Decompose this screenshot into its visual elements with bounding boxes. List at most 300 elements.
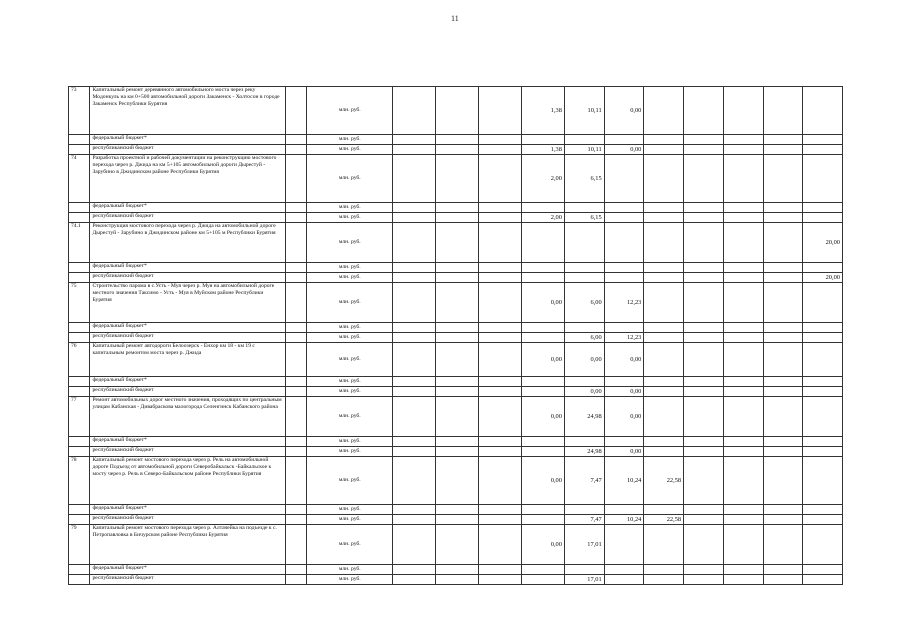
unit-cell: млн. руб. — [307, 457, 393, 505]
value-cell: 24,98 — [564, 447, 604, 457]
value-cell — [479, 155, 522, 203]
value-cell — [763, 505, 803, 515]
table-row — [69, 87, 843, 135]
value-cell — [436, 565, 479, 575]
value-cell — [684, 87, 724, 135]
value-cell: 20,00 — [803, 273, 843, 283]
value-cell — [803, 437, 843, 447]
value-cell — [393, 323, 436, 333]
value-cell — [763, 263, 803, 273]
value-cell — [479, 575, 522, 585]
value-cell: 22,58 — [644, 515, 684, 525]
value-cell — [723, 565, 763, 575]
blank-cell — [285, 397, 306, 437]
value-cell — [479, 505, 522, 515]
value-cell — [644, 203, 684, 213]
value-cell: 0,00 — [522, 457, 565, 505]
row-number — [69, 505, 90, 515]
value-cell — [393, 145, 436, 155]
value-cell — [803, 155, 843, 203]
table-body — [69, 87, 843, 585]
value-cell: 0,00 — [604, 387, 644, 397]
value-cell — [763, 457, 803, 505]
value-cell — [644, 343, 684, 377]
value-cell — [723, 387, 763, 397]
value-cell — [723, 273, 763, 283]
unit-cell: млн. руб. — [307, 333, 393, 343]
row-name: республиканский бюджет — [90, 575, 285, 585]
row-name: Капитальный ремонт мостового перехода через р. Рель на автомобильной дороге Подъезд от автомобильной дороги Северобайкальск -Байкальское к мосту через р. Рель в Северо-Байкальском районе Республики Бурятия — [90, 457, 285, 505]
value-cell — [436, 155, 479, 203]
value-cell: 0,00 — [522, 283, 565, 323]
value-cell — [803, 387, 843, 397]
value-cell — [479, 213, 522, 223]
value-cell — [684, 515, 724, 525]
table-row — [69, 343, 843, 377]
value-cell: 6,15 — [564, 155, 604, 203]
value-cell — [564, 505, 604, 515]
value-cell: 0,00 — [522, 397, 565, 437]
blank-cell — [285, 377, 306, 387]
value-cell — [723, 447, 763, 457]
unit-cell: млн. руб. — [307, 135, 393, 145]
value-cell — [522, 377, 565, 387]
value-cell — [644, 283, 684, 323]
value-cell — [436, 343, 479, 377]
row-name: республиканский бюджет — [90, 515, 285, 525]
blank-cell — [285, 323, 306, 333]
row-name: федеральный бюджет* — [90, 565, 285, 575]
value-cell — [763, 87, 803, 135]
value-cell — [393, 223, 436, 263]
table-row — [69, 515, 843, 525]
table-row — [69, 397, 843, 437]
value-cell — [479, 565, 522, 575]
value-cell: 0,00 — [604, 447, 644, 457]
blank-cell — [285, 333, 306, 343]
value-cell — [604, 323, 644, 333]
value-cell — [723, 213, 763, 223]
value-cell — [644, 155, 684, 203]
value-cell — [604, 135, 644, 145]
value-cell — [604, 273, 644, 283]
value-cell — [763, 145, 803, 155]
value-cell — [522, 135, 565, 145]
row-number: 77 — [69, 397, 90, 437]
blank-cell — [285, 387, 306, 397]
value-cell — [522, 515, 565, 525]
value-cell — [393, 213, 436, 223]
value-cell — [684, 263, 724, 273]
row-number — [69, 447, 90, 457]
value-cell — [684, 333, 724, 343]
blank-cell — [285, 145, 306, 155]
value-cell — [564, 437, 604, 447]
value-cell — [436, 323, 479, 333]
value-cell — [644, 575, 684, 585]
value-cell — [479, 525, 522, 565]
value-cell — [763, 515, 803, 525]
table-row — [69, 525, 843, 565]
row-name: Реконструкция мостового перехода через р. Джида на автомобильной дороге Дырестуй - Зарубино в Джидинском районе км 5+105 м Республики Бурятия — [90, 223, 285, 263]
value-cell — [723, 283, 763, 323]
value-cell — [393, 377, 436, 387]
value-cell — [564, 203, 604, 213]
value-cell — [644, 223, 684, 263]
row-name: республиканский бюджет — [90, 145, 285, 155]
row-name: республиканский бюджет — [90, 447, 285, 457]
unit-cell: млн. руб. — [307, 145, 393, 155]
value-cell: 22,58 — [644, 457, 684, 505]
value-cell — [803, 457, 843, 505]
row-number — [69, 575, 90, 585]
value-cell — [723, 437, 763, 447]
row-name: республиканский бюджет — [90, 333, 285, 343]
value-cell — [393, 283, 436, 323]
value-cell — [723, 87, 763, 135]
value-cell — [436, 263, 479, 273]
value-cell — [604, 565, 644, 575]
value-cell — [723, 155, 763, 203]
value-cell — [803, 397, 843, 437]
value-cell — [644, 505, 684, 515]
row-name: республиканский бюджет — [90, 273, 285, 283]
value-cell: 12,23 — [604, 283, 644, 323]
value-cell — [723, 135, 763, 145]
unit-cell: млн. руб. — [307, 447, 393, 457]
value-cell — [723, 397, 763, 437]
value-cell — [436, 447, 479, 457]
value-cell: 20,00 — [803, 223, 843, 263]
blank-cell — [285, 447, 306, 457]
page-number: 11 — [451, 14, 459, 23]
row-name: республиканский бюджет — [90, 213, 285, 223]
unit-cell: млн. руб. — [307, 565, 393, 575]
value-cell — [723, 515, 763, 525]
value-cell — [436, 283, 479, 323]
value-cell — [684, 447, 724, 457]
value-cell: 10,11 — [564, 87, 604, 135]
value-cell — [644, 323, 684, 333]
value-cell — [723, 343, 763, 377]
value-cell — [684, 213, 724, 223]
value-cell — [763, 333, 803, 343]
value-cell — [479, 87, 522, 135]
value-cell — [479, 377, 522, 387]
value-cell — [393, 457, 436, 505]
value-cell — [604, 437, 644, 447]
value-cell: 12,23 — [604, 333, 644, 343]
value-cell — [393, 397, 436, 437]
value-cell — [644, 437, 684, 447]
row-number: 79 — [69, 525, 90, 565]
blank-cell — [285, 213, 306, 223]
value-cell — [723, 203, 763, 213]
row-number — [69, 565, 90, 575]
value-cell — [604, 505, 644, 515]
blank-cell — [285, 263, 306, 273]
value-cell — [644, 525, 684, 565]
row-name: федеральный бюджет* — [90, 135, 285, 145]
value-cell — [436, 223, 479, 263]
value-cell — [723, 145, 763, 155]
value-cell — [684, 525, 724, 565]
value-cell — [522, 223, 565, 263]
value-cell — [564, 135, 604, 145]
row-name: Капитальный ремонт деревянного автомобильного моста через реку Модонкуль на км 0+500 автомобильной дороги Закаменск - Холтосон в городе Закаменск Республики Бурятия — [90, 87, 285, 135]
value-cell — [684, 223, 724, 263]
value-cell — [479, 145, 522, 155]
value-cell: 7,47 — [564, 515, 604, 525]
value-cell — [479, 323, 522, 333]
value-cell — [436, 135, 479, 145]
value-cell — [564, 263, 604, 273]
blank-cell — [285, 565, 306, 575]
value-cell — [803, 525, 843, 565]
blank-cell — [285, 273, 306, 283]
value-cell — [436, 575, 479, 585]
value-cell — [604, 525, 644, 565]
value-cell — [393, 203, 436, 213]
value-cell — [644, 565, 684, 575]
value-cell — [522, 505, 565, 515]
value-cell — [684, 377, 724, 387]
value-cell — [803, 87, 843, 135]
blank-cell — [285, 283, 306, 323]
value-cell — [763, 213, 803, 223]
value-cell — [522, 447, 565, 457]
budget-table — [68, 86, 843, 585]
value-cell — [644, 377, 684, 387]
value-cell — [723, 575, 763, 585]
value-cell: 0,00 — [604, 397, 644, 437]
value-cell: 0,00 — [604, 87, 644, 135]
value-cell — [564, 323, 604, 333]
value-cell — [604, 263, 644, 273]
value-cell: 10,11 — [564, 145, 604, 155]
value-cell — [684, 457, 724, 505]
value-cell — [684, 437, 724, 447]
value-cell — [393, 273, 436, 283]
value-cell: 6,00 — [564, 333, 604, 343]
value-cell — [522, 263, 565, 273]
value-cell: 6,00 — [564, 283, 604, 323]
value-cell: 24,98 — [564, 397, 604, 437]
row-name: Строительство парома в с.Усть - Муя через р. Муя на автомобильной дороге местного значения Таксимо - Усть - Муя в Муйском районе Республики Бурятия — [90, 283, 285, 323]
value-cell — [564, 377, 604, 387]
value-cell — [684, 323, 724, 333]
value-cell — [803, 515, 843, 525]
value-cell — [684, 343, 724, 377]
value-cell — [479, 203, 522, 213]
value-cell — [684, 155, 724, 203]
value-cell — [763, 525, 803, 565]
blank-cell — [285, 505, 306, 515]
value-cell — [393, 263, 436, 273]
unit-cell: млн. руб. — [307, 213, 393, 223]
row-name: федеральный бюджет* — [90, 263, 285, 273]
row-name: Ремонт автомобильных дорог местного значения, проходящих по центральным улицам Кабанская - Дивабраскова малогорода Селенгинск Кабанского района — [90, 397, 285, 437]
value-cell — [564, 273, 604, 283]
unit-cell: млн. руб. — [307, 283, 393, 323]
value-cell — [803, 203, 843, 213]
value-cell: 10,24 — [604, 515, 644, 525]
value-cell — [723, 525, 763, 565]
value-cell — [723, 223, 763, 263]
table-row — [69, 223, 843, 263]
value-cell — [479, 397, 522, 437]
table-row — [69, 145, 843, 155]
value-cell — [644, 87, 684, 135]
value-cell — [803, 263, 843, 273]
value-cell — [564, 565, 604, 575]
unit-cell: млн. руб. — [307, 575, 393, 585]
value-cell — [436, 505, 479, 515]
value-cell: 2,00 — [522, 213, 565, 223]
value-cell — [763, 565, 803, 575]
row-name: федеральный бюджет* — [90, 437, 285, 447]
value-cell — [684, 273, 724, 283]
value-cell — [522, 323, 565, 333]
value-cell — [479, 223, 522, 263]
value-cell — [763, 377, 803, 387]
value-cell — [763, 203, 803, 213]
value-cell — [763, 223, 803, 263]
blank-cell — [285, 575, 306, 585]
table-row — [69, 333, 843, 343]
value-cell — [522, 333, 565, 343]
value-cell — [393, 343, 436, 377]
row-number: 73 — [69, 87, 90, 135]
table-row — [69, 263, 843, 273]
unit-cell: млн. руб. — [307, 387, 393, 397]
row-number — [69, 387, 90, 397]
value-cell — [393, 333, 436, 343]
row-name: федеральный бюджет* — [90, 505, 285, 515]
row-number — [69, 323, 90, 333]
value-cell — [763, 323, 803, 333]
table-row — [69, 457, 843, 505]
value-cell — [604, 377, 644, 387]
blank-cell — [285, 515, 306, 525]
row-name: федеральный бюджет* — [90, 323, 285, 333]
row-name: Разработка проектной и рабочей документации на реконструкцию мостового перехода через р. Джида на км 5+105 автомобильной дороги Дырестуй - Зарубино в Джидинском районе Республики Бурятия — [90, 155, 285, 203]
value-cell: 6,15 — [564, 213, 604, 223]
table-row — [69, 203, 843, 213]
value-cell: 1,38 — [522, 87, 565, 135]
value-cell — [644, 145, 684, 155]
value-cell — [684, 387, 724, 397]
value-cell — [763, 283, 803, 323]
row-number: 74 — [69, 155, 90, 203]
value-cell: 17,01 — [564, 525, 604, 565]
value-cell — [479, 263, 522, 273]
value-cell — [393, 565, 436, 575]
value-cell — [763, 387, 803, 397]
row-number — [69, 145, 90, 155]
value-cell — [644, 387, 684, 397]
value-cell: 17,01 — [564, 575, 604, 585]
value-cell — [436, 525, 479, 565]
value-cell — [436, 515, 479, 525]
value-cell — [436, 203, 479, 213]
value-cell — [644, 397, 684, 437]
unit-cell: млн. руб. — [307, 343, 393, 377]
row-number — [69, 213, 90, 223]
value-cell — [522, 575, 565, 585]
row-number — [69, 263, 90, 273]
unit-cell: млн. руб. — [307, 155, 393, 203]
blank-cell — [285, 457, 306, 505]
value-cell — [479, 333, 522, 343]
blank-cell — [285, 135, 306, 145]
row-number — [69, 203, 90, 213]
value-cell — [763, 273, 803, 283]
row-name: Капитальный ремонт мостового перехода через р. Алтачейка на подъезде к с. Петропавловка в Бичурском районе Республики Бурятия — [90, 525, 285, 565]
value-cell — [803, 377, 843, 387]
value-cell — [803, 505, 843, 515]
value-cell: 2,00 — [522, 155, 565, 203]
value-cell: 0,00 — [564, 343, 604, 377]
value-cell — [644, 263, 684, 273]
value-cell — [644, 213, 684, 223]
value-cell — [436, 87, 479, 135]
row-number: 76 — [69, 343, 90, 377]
unit-cell: млн. руб. — [307, 515, 393, 525]
value-cell — [479, 437, 522, 447]
table-row — [69, 387, 843, 397]
unit-cell: млн. руб. — [307, 203, 393, 213]
blank-cell — [285, 343, 306, 377]
value-cell — [803, 145, 843, 155]
value-cell: 0,00 — [604, 145, 644, 155]
table-row — [69, 135, 843, 145]
row-number — [69, 333, 90, 343]
value-cell — [393, 525, 436, 565]
table-row — [69, 565, 843, 575]
value-cell — [522, 565, 565, 575]
value-cell: 1,38 — [522, 145, 565, 155]
value-cell — [436, 437, 479, 447]
row-number — [69, 377, 90, 387]
value-cell — [723, 263, 763, 273]
value-cell — [803, 343, 843, 377]
value-cell — [763, 343, 803, 377]
value-cell — [479, 283, 522, 323]
value-cell — [684, 575, 724, 585]
value-cell — [763, 397, 803, 437]
value-cell — [479, 135, 522, 145]
row-name: федеральный бюджет* — [90, 377, 285, 387]
value-cell — [803, 283, 843, 323]
value-cell — [803, 565, 843, 575]
value-cell — [684, 397, 724, 437]
blank-cell — [285, 525, 306, 565]
row-number — [69, 273, 90, 283]
value-cell: 0,00 — [604, 343, 644, 377]
value-cell — [604, 575, 644, 585]
table-row — [69, 283, 843, 323]
value-cell — [684, 135, 724, 145]
value-cell: 0,00 — [522, 343, 565, 377]
value-cell — [684, 283, 724, 323]
value-cell — [644, 447, 684, 457]
value-cell — [436, 145, 479, 155]
table-row — [69, 377, 843, 387]
blank-cell — [285, 203, 306, 213]
value-cell — [644, 273, 684, 283]
row-number — [69, 437, 90, 447]
